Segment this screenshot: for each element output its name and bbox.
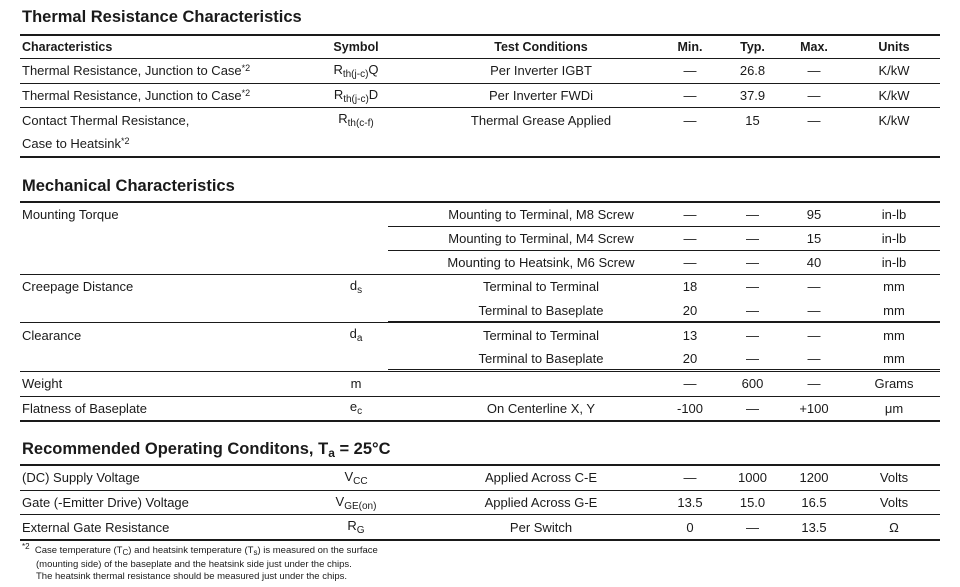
test-condition: Mounting to Terminal, M8 Screw xyxy=(448,207,634,223)
max-value: — xyxy=(807,376,821,392)
footnote: $^{*2}$ Case temperature $(T_C)$ and heatsink temperature $(T_s)$ is measured on the surface (mounting side) of the baseplate and the heatsink side just under the chips. The heatsink thermal resistance should be measured just under the chips. xyxy=(22,542,378,582)
max-value: — xyxy=(807,88,821,104)
symbol: d xyxy=(349,326,357,342)
operating-table xyxy=(20,464,940,541)
typ-value: — xyxy=(746,400,759,416)
header-symbol: Symbol xyxy=(333,40,379,54)
min-value: 0 xyxy=(686,519,694,535)
table-row: (DC) Supply Voltage $V_{CC}$ Applied Across C-E — 1000 1200 Volts xyxy=(20,465,940,490)
max-value: 1200 xyxy=(799,470,829,486)
characteristic-label: Flatness of Baseplate xyxy=(22,400,148,416)
symbol: R xyxy=(338,111,348,127)
typ-value: — xyxy=(746,519,759,535)
min-value: 18 xyxy=(682,279,698,295)
row-divider xyxy=(388,250,940,251)
unit: in-lb xyxy=(881,207,907,223)
operating-section-title: Recommended Operating Conditons, $T_a = 25^\circ C$ xyxy=(22,440,391,460)
typ-value: — xyxy=(746,327,759,343)
max-value: — xyxy=(807,303,821,319)
test-condition: Terminal to Terminal xyxy=(482,327,600,343)
header-characteristics: Characteristics xyxy=(22,40,113,54)
unit: Volts xyxy=(879,470,909,486)
characteristic-label: Clearance xyxy=(22,327,82,343)
table-row: Thermal Resistance, Junction to Case$^{*2}$ $R_{th(j-c)}Q$ Per Inverter IGBT — 26.8 — K/kW xyxy=(20,59,940,84)
row-divider xyxy=(388,321,940,322)
max-value: 15 xyxy=(806,231,822,247)
characteristic-label: External Gate Resistance xyxy=(22,519,170,535)
min-value: 20 xyxy=(682,303,698,319)
max-value: — xyxy=(807,327,821,343)
unit: μm xyxy=(884,400,904,416)
min-value: — xyxy=(683,207,697,223)
typ-value: — xyxy=(746,279,759,295)
test-condition: Terminal to Baseplate xyxy=(478,303,604,319)
table-row: Clearance $d_a$ Terminal to Terminal 13 — — mm xyxy=(20,323,940,347)
max-value: — xyxy=(807,63,821,79)
symbol: V xyxy=(344,468,354,484)
table-row xyxy=(20,299,940,323)
characteristic-label: Thermal Resistance, Junction to Case xyxy=(22,63,242,79)
test-condition: Mounting to Heatsink, M6 Screw xyxy=(447,254,635,270)
min-value: — xyxy=(683,470,697,486)
thermal-header-row xyxy=(20,35,940,59)
test-condition: Terminal to Baseplate xyxy=(478,351,604,367)
characteristic-label: Case to Heatsink xyxy=(22,136,121,152)
unit: Grams xyxy=(874,376,914,392)
unit: Ω xyxy=(889,519,899,535)
unit: in-lb xyxy=(881,231,907,247)
typ-value: 37.9 xyxy=(739,88,766,104)
test-condition: Per Switch xyxy=(509,519,573,535)
min-value: 20 xyxy=(682,351,698,367)
footnote-mark: *2 xyxy=(22,542,30,551)
table-row xyxy=(20,347,940,371)
typ-value: 15.0 xyxy=(739,495,766,511)
table-row: Gate (-Emitter Drive) Voltage $V_{GE(on)}$ Applied Across G-E 13.5 15.0 16.5 Volts xyxy=(20,490,940,515)
table-row xyxy=(20,371,940,396)
unit: K/kW xyxy=(878,112,910,128)
max-value: 16.5 xyxy=(801,495,827,511)
min-value: 13.5 xyxy=(677,495,703,511)
symbol: V xyxy=(335,493,345,509)
test-condition: Per Inverter IGBT xyxy=(490,63,592,79)
unit: mm xyxy=(883,351,905,367)
unit: K/kW xyxy=(878,88,910,104)
header-typ: Typ. xyxy=(740,40,765,54)
test-condition: Mounting to Terminal, M4 Screw xyxy=(448,231,634,247)
min-value: -100 xyxy=(676,400,704,416)
min-value: — xyxy=(683,231,697,247)
unit: mm xyxy=(883,279,905,295)
min-value: — xyxy=(683,376,697,392)
table-row xyxy=(20,227,940,251)
max-value: — xyxy=(807,279,821,295)
typ-value: 600 xyxy=(741,376,764,392)
unit: Volts xyxy=(879,495,909,511)
header-units: Units xyxy=(878,40,910,54)
symbol: R xyxy=(333,86,344,102)
table-row: Creepage Distance $d_s$ Terminal to Terminal 18 — — mm xyxy=(20,275,940,299)
table-row: Contact Thermal Resistance, $R_{th(c-f)}$ Thermal Grease Applied — 15 — K/kW xyxy=(20,108,940,132)
unit: K/kW xyxy=(878,63,910,79)
table-row: Thermal Resistance, Junction to Case$^{*2}$ $R_{th(j-c)}D$ Per Inverter FWDi — 37.9 — K/kW xyxy=(20,83,940,108)
symbol: d xyxy=(349,277,358,293)
typ-value: 26.8 xyxy=(739,63,766,79)
unit: in-lb xyxy=(881,254,907,270)
characteristic-label: Gate (-Emitter Drive) Voltage xyxy=(22,495,189,511)
symbol: e xyxy=(349,399,358,415)
min-value: 13 xyxy=(682,327,698,343)
row-divider xyxy=(388,226,940,227)
min-value: — xyxy=(683,88,697,104)
max-value: +100 xyxy=(799,400,829,416)
max-value: 40 xyxy=(806,254,822,270)
symbol: m xyxy=(350,376,362,392)
thermal-table xyxy=(20,34,940,158)
characteristic-label: Weight xyxy=(22,376,63,392)
max-value: 13.5 xyxy=(801,519,827,535)
min-value: — xyxy=(683,254,697,270)
characteristic-label: Thermal Resistance, Junction to Case xyxy=(22,88,242,104)
test-condition: Thermal Grease Applied xyxy=(470,112,612,128)
typ-value: — xyxy=(746,254,759,270)
footnote-line: (mounting side) of the baseplate and the heatsink side just under the chips. xyxy=(36,559,352,570)
symbol: R xyxy=(333,61,343,77)
thermal-section-title: Thermal Resistance Characteristics xyxy=(22,8,302,26)
mechanical-section-title: Mechanical Characteristics xyxy=(22,177,235,195)
table-row-continuation xyxy=(20,132,940,157)
typ-value: — xyxy=(746,351,759,367)
max-value: 95 xyxy=(806,207,822,223)
max-value: — xyxy=(807,112,821,128)
unit: mm xyxy=(883,303,905,319)
test-condition: Per Inverter FWDi xyxy=(488,88,593,104)
typ-value: — xyxy=(746,207,759,223)
header-max: Max. xyxy=(800,40,828,54)
typ-value: — xyxy=(746,231,759,247)
test-condition: Terminal to Terminal xyxy=(482,279,600,295)
table-row: Flatness of Baseplate $e_c$ On Centerline X, Y -100 — +100 μm xyxy=(20,396,940,421)
min-value: — xyxy=(683,112,697,128)
table-row xyxy=(20,250,940,274)
characteristic-label: (DC) Supply Voltage xyxy=(22,470,140,486)
characteristic-label: Creepage Distance xyxy=(22,279,134,295)
footnote-ref: *2 xyxy=(241,88,251,99)
test-condition: Applied Across G-E xyxy=(484,495,598,511)
typ-value: — xyxy=(746,303,759,319)
header-min: Min. xyxy=(677,40,703,54)
characteristic-label: Mounting Torque xyxy=(22,207,119,223)
characteristic-label: Contact Thermal Resistance, xyxy=(22,112,190,128)
symbol: R xyxy=(347,518,357,534)
typ-value: 15 xyxy=(745,112,760,128)
max-value: — xyxy=(807,351,821,367)
test-condition: Applied Across C-E xyxy=(485,470,597,486)
min-value: — xyxy=(683,63,697,79)
typ-value: 1000 xyxy=(738,470,767,486)
footnote-ref: *2 xyxy=(241,63,251,74)
table-row xyxy=(20,202,940,227)
test-condition: On Centerline X, Y xyxy=(486,400,596,416)
footnote-line: The heatsink thermal resistance should be measured just under the chips. xyxy=(36,571,348,582)
header-test-conditions: Test Conditions xyxy=(494,40,588,54)
row-divider xyxy=(388,369,940,370)
footnote-ref: *2 xyxy=(121,136,130,147)
unit: mm xyxy=(883,327,905,343)
mechanical-table xyxy=(20,201,940,422)
table-row: External Gate Resistance $R_G$ Per Switch 0 — 13.5 Ω xyxy=(20,515,940,540)
